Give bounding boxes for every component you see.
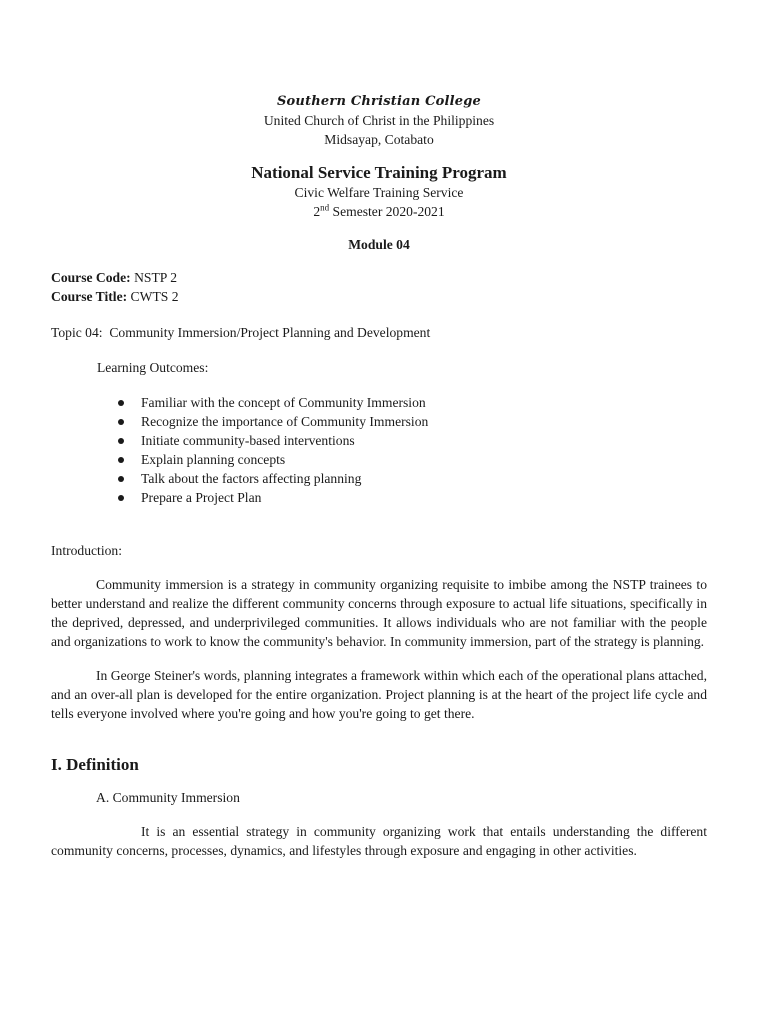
- topic-line: Topic 04: Community Immersion/Project Planning and Development: [51, 325, 431, 340]
- course-title: [51, 287, 707, 306]
- list-item: Familiar with the concept of Community Immersion: [117, 393, 707, 412]
- school-location: Midsayap, Cotabato: [324, 132, 434, 147]
- semester-number: 2: [313, 204, 321, 219]
- course-code-value: NSTP 2: [130, 270, 178, 285]
- course-title-label: Course Title:: [51, 289, 128, 304]
- introduction-label: Introduction:: [51, 543, 122, 558]
- list-item: Talk about the factors affecting planning: [117, 469, 707, 488]
- course-title-value: CWTS 2: [127, 289, 179, 304]
- school-name: Southern Christian College: [276, 94, 482, 109]
- introduction-paragraph: Community immersion is a strategy in community organizing requisite to imbibe among the NSTP trainees to better understand and realize the different community concerns through exposure to actual life situations, specifically in the deprived, depressed, and underprivileged communities. It allows individuals who are not familiar with the people and organizations to work to know the community's behavior. In community immersion, part of the strategy is planning.: [51, 577, 707, 649]
- semester-line: [51, 202, 707, 221]
- document-page: [51, 92, 707, 860]
- list-item: Initiate community-based interventions: [117, 431, 707, 450]
- program-title: National Service Training Program: [251, 163, 507, 182]
- module-title: Module 04: [348, 237, 410, 252]
- semester-text: Semester 2020-2021: [329, 204, 445, 219]
- introduction-paragraph: In George Steiner's words, planning integrates a framework within which each of the operational plans attached, and an over-all plan is developed for the entire organization. Project planning is at the heart of the project life cycle and tells everyone involved where you're going and how you're going to get there.: [51, 668, 707, 721]
- semester-ordinal: nd: [320, 202, 330, 213]
- list-item: Explain planning concepts: [117, 450, 707, 469]
- outcomes-list: [51, 393, 707, 507]
- learning-outcomes-label: Learning Outcomes:: [97, 360, 209, 375]
- course-info: [51, 268, 707, 306]
- list-item: Recognize the importance of Community Immersion: [117, 412, 707, 431]
- list-item: Prepare a Project Plan: [117, 488, 707, 507]
- church-name: United Church of Christ in the Philippines: [263, 113, 495, 128]
- definition-paragraph: It is an essential strategy in community organizing work that entails understanding the different community concerns, processes, dynamics, and lifestyles through exposure and engaging in other activities.: [51, 824, 707, 858]
- section-heading-definition: I. Definition: [51, 755, 139, 774]
- course-code: [51, 268, 707, 287]
- subsection-heading: A. Community Immersion: [96, 790, 240, 805]
- service-name: Civic Welfare Training Service: [294, 185, 464, 200]
- course-code-label: Course Code:: [51, 270, 131, 285]
